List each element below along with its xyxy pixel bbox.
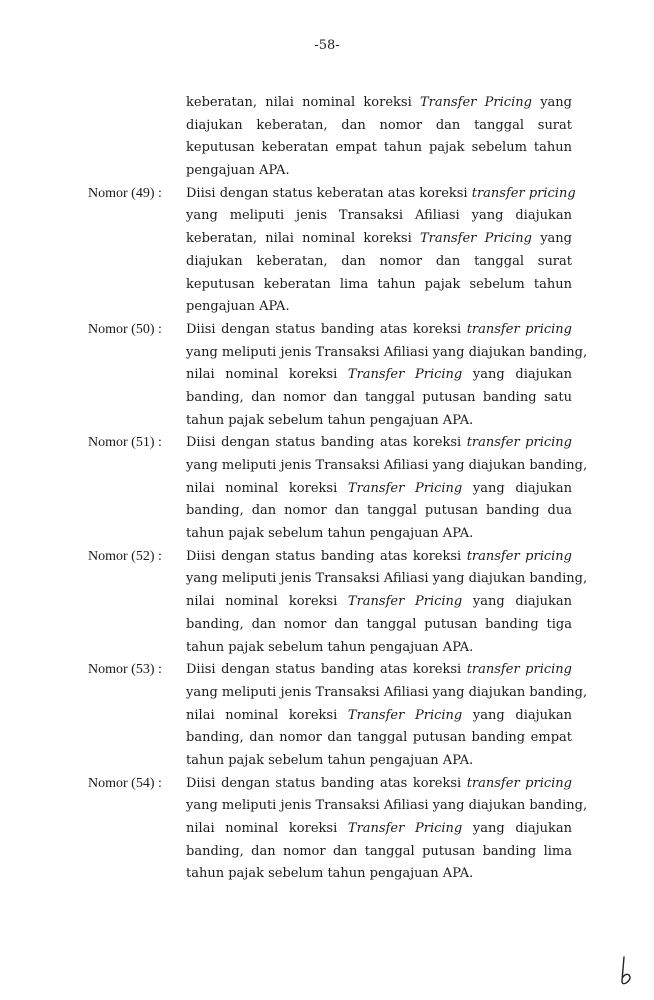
entry-label: Nomor (53) :	[88, 662, 162, 678]
text-line: Diisi dengan status keberatan atas koreksi transfer pricing	[186, 185, 576, 201]
page-number: -58-	[314, 38, 340, 53]
entry-item	[88, 659, 588, 772]
text-line: tahun pajak sebelum tahun pengajuan APA.	[186, 412, 474, 428]
italic-term: transfer pricing	[466, 435, 572, 451]
text-line: nilai nominal koreksi Transfer Pricing yang diajukan	[186, 480, 572, 496]
entry-list	[88, 183, 588, 886]
text-line: nilai nominal koreksi Transfer Pricing yang diajukan	[186, 707, 572, 723]
text-line: yang meliputi jenis Transaksi Afiliasi yang diajukan	[186, 208, 572, 224]
document-body	[88, 92, 588, 886]
italic-term: Transfer Pricing	[347, 480, 463, 496]
italic-term: transfer pricing	[466, 321, 572, 337]
entry-item	[88, 319, 588, 432]
text-line: yang meliputi jenis Transaksi Afiliasi yang diajukan banding,	[186, 798, 588, 814]
text-line: Diisi dengan status banding atas koreksi transfer pricing	[186, 775, 572, 791]
initial-signature-icon	[618, 955, 638, 987]
italic-term: Transfer Pricing	[347, 594, 463, 610]
text-line: tahun pajak sebelum tahun pengajuan APA.	[186, 526, 474, 542]
text-line: nilai nominal koreksi Transfer Pricing yang diajukan	[186, 821, 572, 836]
text-line: banding, dan nomor dan tanggal putusan banding satu	[186, 389, 572, 405]
entry-label: Nomor (51) :	[88, 435, 162, 451]
italic-term: transfer pricing	[471, 185, 576, 201]
entry-description	[186, 773, 588, 886]
italic-term: transfer pricing	[466, 775, 572, 791]
entry-description	[186, 183, 576, 319]
entry-item	[88, 546, 588, 659]
text-line: diajukan keberatan, dan nomor dan tanggal surat	[186, 253, 572, 269]
text-line: Diisi dengan status banding atas koreksi transfer pricing	[186, 548, 572, 564]
text-line: diajukan keberatan, dan nomor dan tanggal surat	[186, 117, 572, 133]
entry-label: Nomor (52) :	[88, 548, 162, 564]
text-line: tahun pajak sebelum tahun pengajuan APA.	[186, 866, 474, 882]
entry-label: Nomor (49) :	[88, 185, 162, 201]
text-line: banding, dan nomor dan tanggal putusan banding dua	[186, 503, 572, 519]
text-line: tahun pajak sebelum tahun pengajuan APA.	[186, 639, 474, 655]
italic-term: Transfer Pricing	[347, 821, 463, 836]
text-line: nilai nominal koreksi Transfer Pricing yang diajukan	[186, 367, 572, 383]
text-line: banding, dan nomor dan tanggal putusan banding tiga	[186, 616, 572, 632]
italic-term: transfer pricing	[466, 662, 572, 678]
text-line: yang meliputi jenis Transaksi Afiliasi yang diajukan banding,	[186, 344, 588, 360]
entry-item	[88, 773, 588, 886]
italic-term: Transfer Pricing	[347, 367, 463, 383]
text-line: Diisi dengan status banding atas koreksi transfer pricing	[186, 321, 572, 337]
text-line: banding, dan nomor dan tanggal putusan banding empat	[186, 730, 572, 746]
text-line: pengajuan APA.	[186, 299, 290, 315]
continuation-paragraph	[186, 92, 572, 183]
text-line: pengajuan APA.	[186, 163, 290, 179]
entry-item	[88, 183, 576, 319]
italic-term: Transfer Pricing	[347, 707, 463, 723]
text-line: keberatan, nilai nominal koreksi Transfer Pricing yang	[186, 95, 572, 110]
italic-term: Transfer Pricing	[420, 231, 532, 247]
italic-term: Transfer Pricing	[420, 95, 532, 110]
entry-item	[88, 432, 588, 545]
text-line: Diisi dengan status banding atas koreksi transfer pricing	[186, 435, 572, 451]
text-line: keberatan, nilai nominal koreksi Transfer Pricing yang	[186, 231, 572, 247]
text-line: keputusan keberatan lima tahun pajak sebelum tahun	[186, 276, 572, 292]
entry-description	[186, 659, 588, 772]
text-line: keputusan keberatan empat tahun pajak sebelum tahun	[186, 140, 572, 156]
text-line: yang meliputi jenis Transaksi Afiliasi yang diajukan banding,	[186, 684, 588, 700]
entry-description	[186, 319, 588, 432]
text-line: Diisi dengan status banding atas koreksi transfer pricing	[186, 662, 572, 678]
text-line: tahun pajak sebelum tahun pengajuan APA.	[186, 752, 474, 768]
text-line: banding, dan nomor dan tanggal putusan banding lima	[186, 843, 572, 859]
text-line: nilai nominal koreksi Transfer Pricing yang diajukan	[186, 594, 572, 610]
entry-description	[186, 432, 588, 545]
entry-description	[186, 546, 588, 659]
text-line: yang meliputi jenis Transaksi Afiliasi yang diajukan banding,	[186, 571, 588, 587]
entry-label: Nomor (50) :	[88, 321, 162, 337]
entry-label: Nomor (54) :	[88, 775, 162, 791]
text-line: yang meliputi jenis Transaksi Afiliasi yang diajukan banding,	[186, 458, 588, 473]
italic-term: transfer pricing	[466, 548, 572, 564]
